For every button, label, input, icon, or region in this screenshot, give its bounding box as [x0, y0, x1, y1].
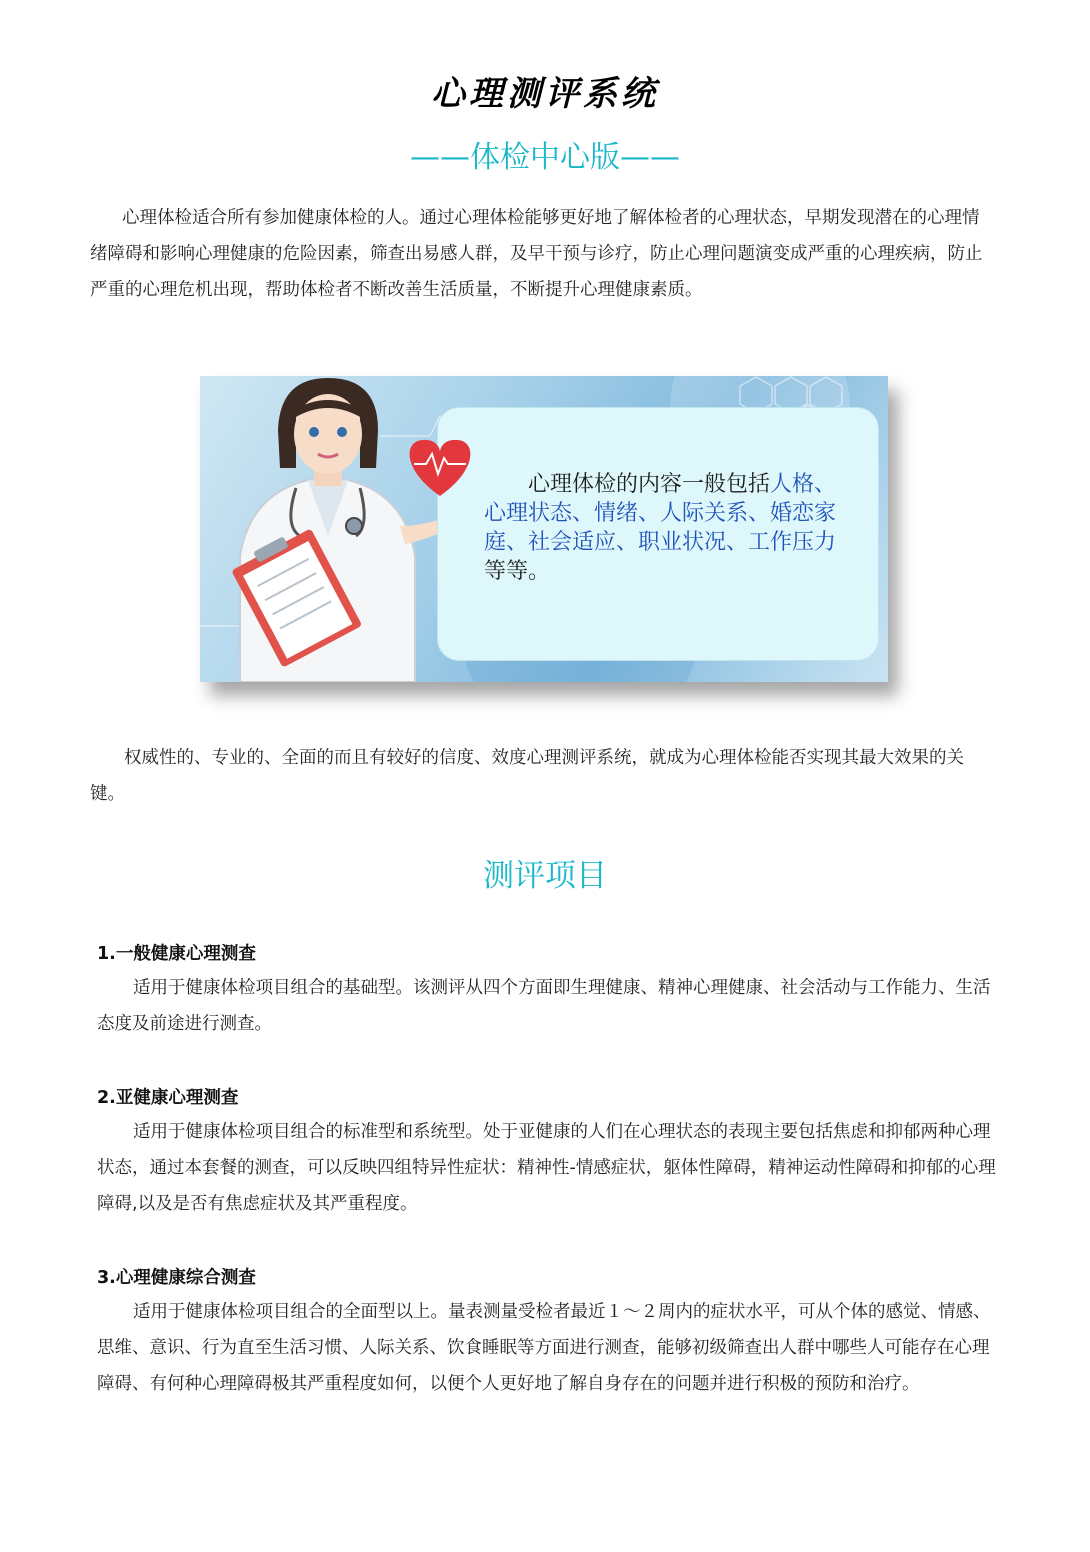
item-body-2: 适用于健康体检项目组合的标准型和系统型。处于亚健康的人们在心理状态的表现主要包括焦虑和抑郁两种心理状态，通过本套餐的测查，可以反映四组特异性症状：精神性-情感症状，躯体性障碍，精神运动性障碍和抑郁的心理障碍,以及是否有焦虑症状及其严重程度。	[97, 1122, 996, 1214]
intro-paragraph: 心理体检适合所有参加健康体检的人。通过心理体检能够更好地了解体检者的心理状态，早期发现潜在的心理情绪障碍和影响心理健康的危险因素，筛查出易感人群，及早干预与诊疗，防止心理问题演变成严重的心理疾病，防止严重的心理危机出现，帮助体检者不断改善生活质量，不断提升心理健康素质。	[90, 208, 983, 300]
item-title-3: 3.心理健康综合测查	[97, 1268, 256, 1288]
page-subtitle: ——体检中心版——	[410, 140, 680, 175]
item-title-2: 2.亚健康心理测查	[97, 1088, 239, 1108]
item-title-1: 1.一般健康心理测查	[97, 944, 256, 964]
item-body-3: 适用于健康体检项目组合的全面型以上。量表测量受检者最近１～２周内的症状水平，可从个体的感觉、情感、思维、意识、行为直至生活习惯、人际关系、饮食睡眠等方面进行测查，能够初级筛查出人群中哪些人可能存在心理障碍、有何种心理障碍极其严重程度如何，以便个人更好地了解自身存在的问题并进行积极的预防和治疗。	[97, 1302, 991, 1394]
callout-highlight: 人格、心理状态、情绪、人际关系、婚恋家庭、社会适应、职业状况、工作压力	[484, 472, 837, 555]
callout-lead: 心理体检的内容一般包括	[528, 472, 771, 497]
doctor-illustration	[200, 376, 888, 682]
section-title: 测评项目	[483, 858, 607, 894]
callout-text	[484, 470, 854, 586]
page-title: 心理测评系统	[431, 74, 659, 114]
item-body-1: 适用于健康体检项目组合的基础型。该测评从四个方面即生理健康、精神心理健康、社会活动与工作能力、生活态度及前途进行测查。	[97, 978, 991, 1034]
authority-paragraph: 权威性的、专业的、全面的而且有较好的信度、效度心理测评系统，就成为心理体检能否实现其最大效果的关键。	[90, 748, 964, 804]
callout-tail: 等等。	[484, 559, 551, 584]
